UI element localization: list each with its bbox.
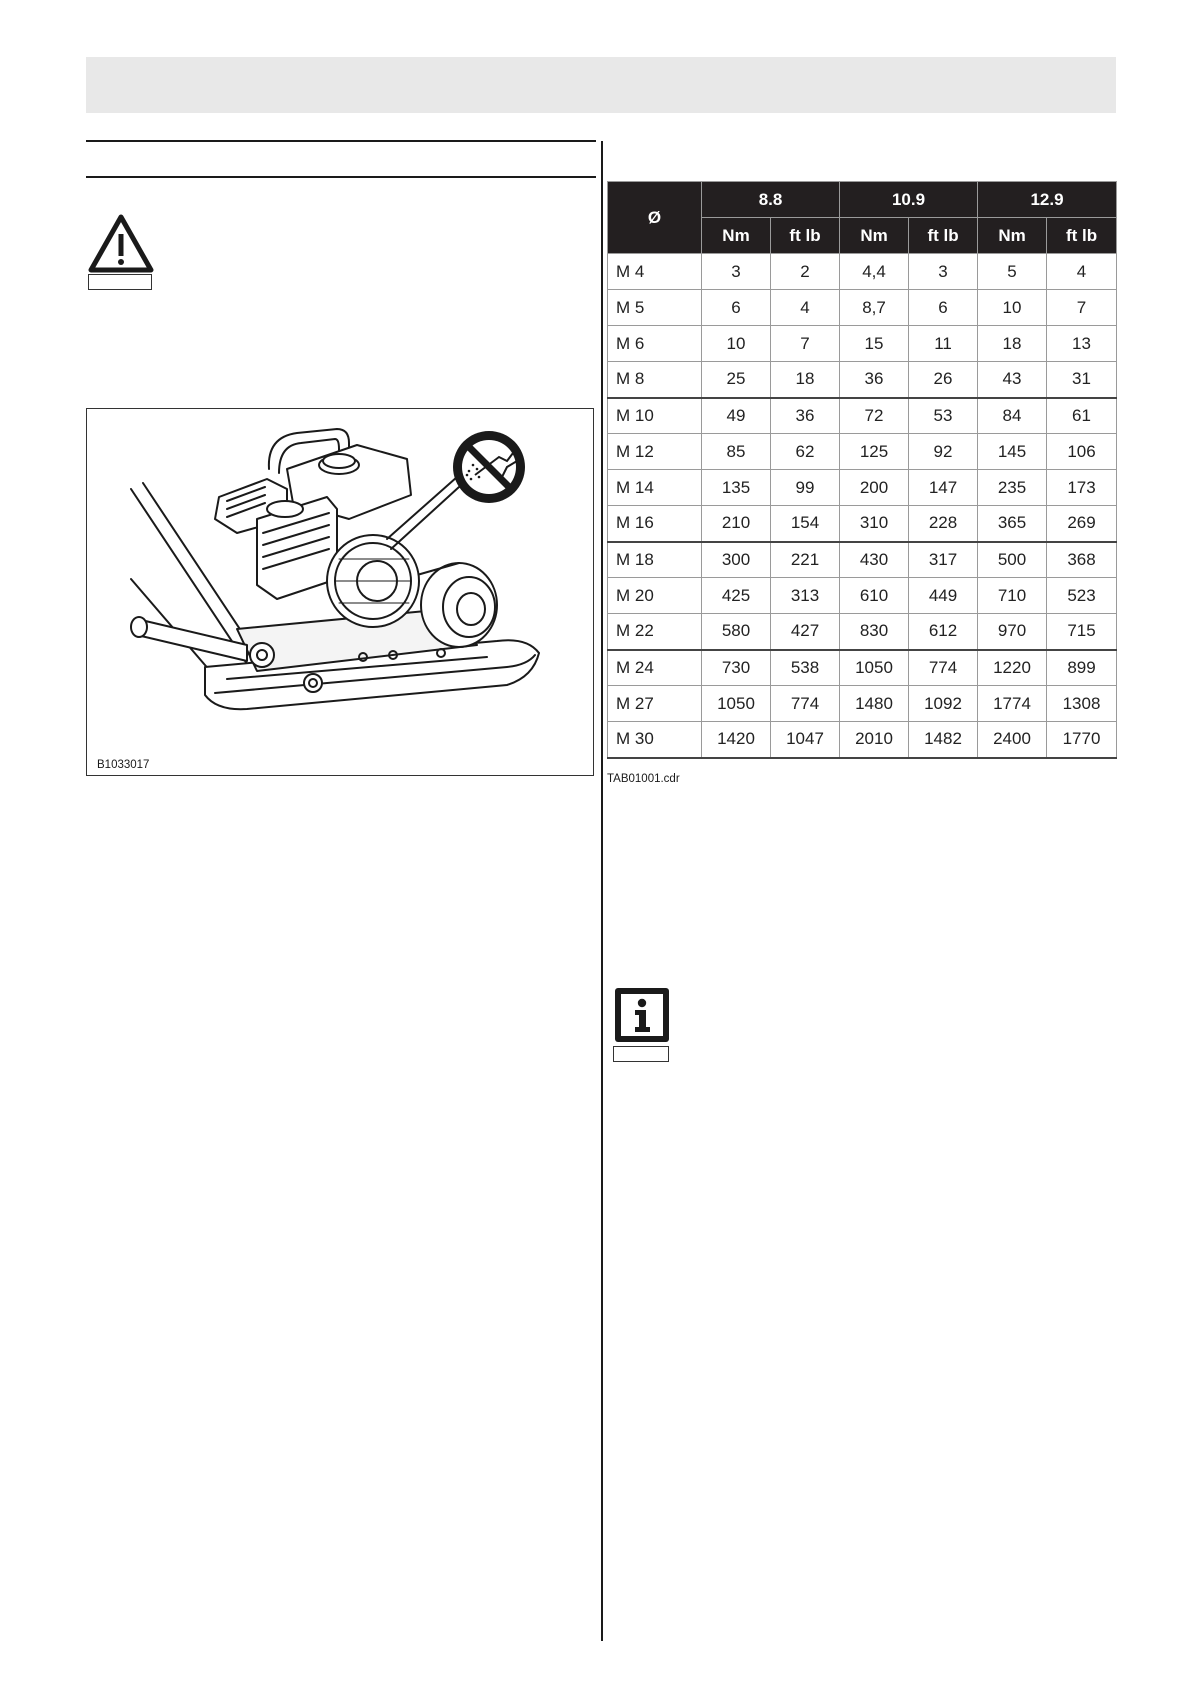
unit-header: Nm	[978, 218, 1047, 254]
table-row	[608, 506, 1117, 542]
warning-label-box	[88, 274, 152, 290]
torque-value-cell: 365	[978, 506, 1047, 542]
torque-value-cell: 228	[909, 506, 978, 542]
torque-value-cell: 210	[702, 506, 771, 542]
torque-value-cell: 4,4	[840, 254, 909, 290]
torque-value-cell: 125	[840, 434, 909, 470]
torque-value-cell: 84	[978, 398, 1047, 434]
torque-value-cell: 538	[771, 650, 840, 686]
torque-value-cell: 10	[978, 290, 1047, 326]
torque-value-cell: 154	[771, 506, 840, 542]
torque-value-cell: 970	[978, 614, 1047, 650]
torque-value-cell: 99	[771, 470, 840, 506]
table-row	[608, 326, 1117, 362]
torque-value-cell: 1774	[978, 686, 1047, 722]
torque-value-cell: 173	[1047, 470, 1117, 506]
torque-value-cell: 145	[978, 434, 1047, 470]
warning-triangle-icon	[88, 214, 154, 274]
torque-value-cell: 1420	[702, 722, 771, 758]
torque-value-cell: 1770	[1047, 722, 1117, 758]
torque-value-cell: 6	[702, 290, 771, 326]
torque-table-body	[608, 254, 1117, 758]
table-row	[608, 290, 1117, 326]
unit-header: ft lb	[909, 218, 978, 254]
table-row	[608, 542, 1117, 578]
torque-value-cell: 135	[702, 470, 771, 506]
torque-value-cell: 1050	[702, 686, 771, 722]
table-row	[608, 722, 1117, 758]
torque-value-cell: 31	[1047, 362, 1117, 398]
table-row	[608, 362, 1117, 398]
torque-value-cell: 715	[1047, 614, 1117, 650]
torque-value-cell: 774	[771, 686, 840, 722]
torque-value-cell: 85	[702, 434, 771, 470]
torque-value-cell: 500	[978, 542, 1047, 578]
torque-value-cell: 221	[771, 542, 840, 578]
torque-value-cell: 147	[909, 470, 978, 506]
torque-value-cell: 62	[771, 434, 840, 470]
torque-value-cell: 730	[702, 650, 771, 686]
torque-value-cell: 6	[909, 290, 978, 326]
unit-header: Nm	[840, 218, 909, 254]
grade-header: 8.8	[702, 182, 840, 218]
torque-value-cell: 430	[840, 542, 909, 578]
bolt-size-cell: M 27	[608, 686, 702, 722]
torque-value-cell: 5	[978, 254, 1047, 290]
bolt-size-cell: M 20	[608, 578, 702, 614]
torque-value-cell: 61	[1047, 398, 1117, 434]
torque-value-cell: 36	[771, 398, 840, 434]
torque-value-cell: 43	[978, 362, 1047, 398]
bolt-torque-table	[607, 181, 1117, 759]
section-rule-top	[86, 140, 596, 142]
torque-value-cell: 523	[1047, 578, 1117, 614]
no-spray-icon	[453, 431, 525, 503]
torque-value-cell: 18	[771, 362, 840, 398]
table-row	[608, 650, 1117, 686]
bolt-size-cell: M 10	[608, 398, 702, 434]
torque-value-cell: 11	[909, 326, 978, 362]
torque-value-cell: 3	[909, 254, 978, 290]
unit-header: ft lb	[1047, 218, 1117, 254]
bolt-size-cell: M 12	[608, 434, 702, 470]
torque-value-cell: 313	[771, 578, 840, 614]
torque-value-cell: 18	[978, 326, 1047, 362]
torque-value-cell: 8,7	[840, 290, 909, 326]
table-row	[608, 398, 1117, 434]
torque-value-cell: 4	[1047, 254, 1117, 290]
torque-value-cell: 427	[771, 614, 840, 650]
torque-value-cell: 1220	[978, 650, 1047, 686]
bolt-size-cell: M 30	[608, 722, 702, 758]
torque-value-cell: 1480	[840, 686, 909, 722]
torque-value-cell: 10	[702, 326, 771, 362]
table-caption: TAB01001.cdr	[607, 773, 680, 785]
torque-value-cell: 425	[702, 578, 771, 614]
bolt-size-cell: M 8	[608, 362, 702, 398]
bolt-size-cell: M 22	[608, 614, 702, 650]
table-row	[608, 470, 1117, 506]
torque-value-cell: 830	[840, 614, 909, 650]
torque-value-cell: 3	[702, 254, 771, 290]
grade-header: 12.9	[978, 182, 1117, 218]
bolt-size-cell: M 24	[608, 650, 702, 686]
table-row	[608, 254, 1117, 290]
table-row	[608, 614, 1117, 650]
torque-value-cell: 610	[840, 578, 909, 614]
bolt-size-cell: M 4	[608, 254, 702, 290]
torque-value-cell: 310	[840, 506, 909, 542]
torque-value-cell: 106	[1047, 434, 1117, 470]
table-row	[608, 686, 1117, 722]
torque-value-cell: 49	[702, 398, 771, 434]
torque-value-cell: 368	[1047, 542, 1117, 578]
diameter-header: Ø	[608, 182, 702, 254]
torque-value-cell: 25	[702, 362, 771, 398]
torque-value-cell: 1050	[840, 650, 909, 686]
info-label-box	[613, 1046, 669, 1062]
torque-value-cell: 899	[1047, 650, 1117, 686]
torque-value-cell: 15	[840, 326, 909, 362]
torque-value-cell: 4	[771, 290, 840, 326]
bolt-size-cell: M 16	[608, 506, 702, 542]
grade-header: 10.9	[840, 182, 978, 218]
torque-value-cell: 92	[909, 434, 978, 470]
torque-value-cell: 580	[702, 614, 771, 650]
torque-value-cell: 710	[978, 578, 1047, 614]
torque-value-cell: 317	[909, 542, 978, 578]
figure-caption: B1033017	[97, 759, 150, 771]
section-rule-bottom	[86, 176, 596, 178]
torque-value-cell: 300	[702, 542, 771, 578]
table-row	[608, 578, 1117, 614]
torque-value-cell: 7	[1047, 290, 1117, 326]
unit-header: Nm	[702, 218, 771, 254]
torque-value-cell: 7	[771, 326, 840, 362]
torque-value-cell: 2010	[840, 722, 909, 758]
bolt-size-cell: M 5	[608, 290, 702, 326]
page-header-band	[86, 57, 1116, 113]
torque-value-cell: 1047	[771, 722, 840, 758]
plate-compactor-illustration	[87, 409, 593, 775]
torque-value-cell: 1092	[909, 686, 978, 722]
unit-header: ft lb	[771, 218, 840, 254]
torque-value-cell: 1308	[1047, 686, 1117, 722]
bolt-size-cell: M 18	[608, 542, 702, 578]
torque-value-cell: 53	[909, 398, 978, 434]
torque-value-cell: 235	[978, 470, 1047, 506]
torque-value-cell: 72	[840, 398, 909, 434]
torque-value-cell: 13	[1047, 326, 1117, 362]
info-symbol	[613, 986, 671, 1062]
torque-value-cell: 2	[771, 254, 840, 290]
torque-value-cell: 612	[909, 614, 978, 650]
info-icon	[613, 986, 671, 1044]
column-divider	[601, 141, 603, 1641]
torque-value-cell: 1482	[909, 722, 978, 758]
grade-header-row	[608, 182, 1117, 218]
warning-symbol	[88, 214, 154, 290]
compactor-figure	[86, 408, 594, 776]
bolt-size-cell: M 6	[608, 326, 702, 362]
torque-value-cell: 269	[1047, 506, 1117, 542]
table-row	[608, 434, 1117, 470]
torque-value-cell: 449	[909, 578, 978, 614]
torque-value-cell: 26	[909, 362, 978, 398]
torque-value-cell: 774	[909, 650, 978, 686]
torque-value-cell: 36	[840, 362, 909, 398]
bolt-size-cell: M 14	[608, 470, 702, 506]
torque-value-cell: 200	[840, 470, 909, 506]
torque-value-cell: 2400	[978, 722, 1047, 758]
